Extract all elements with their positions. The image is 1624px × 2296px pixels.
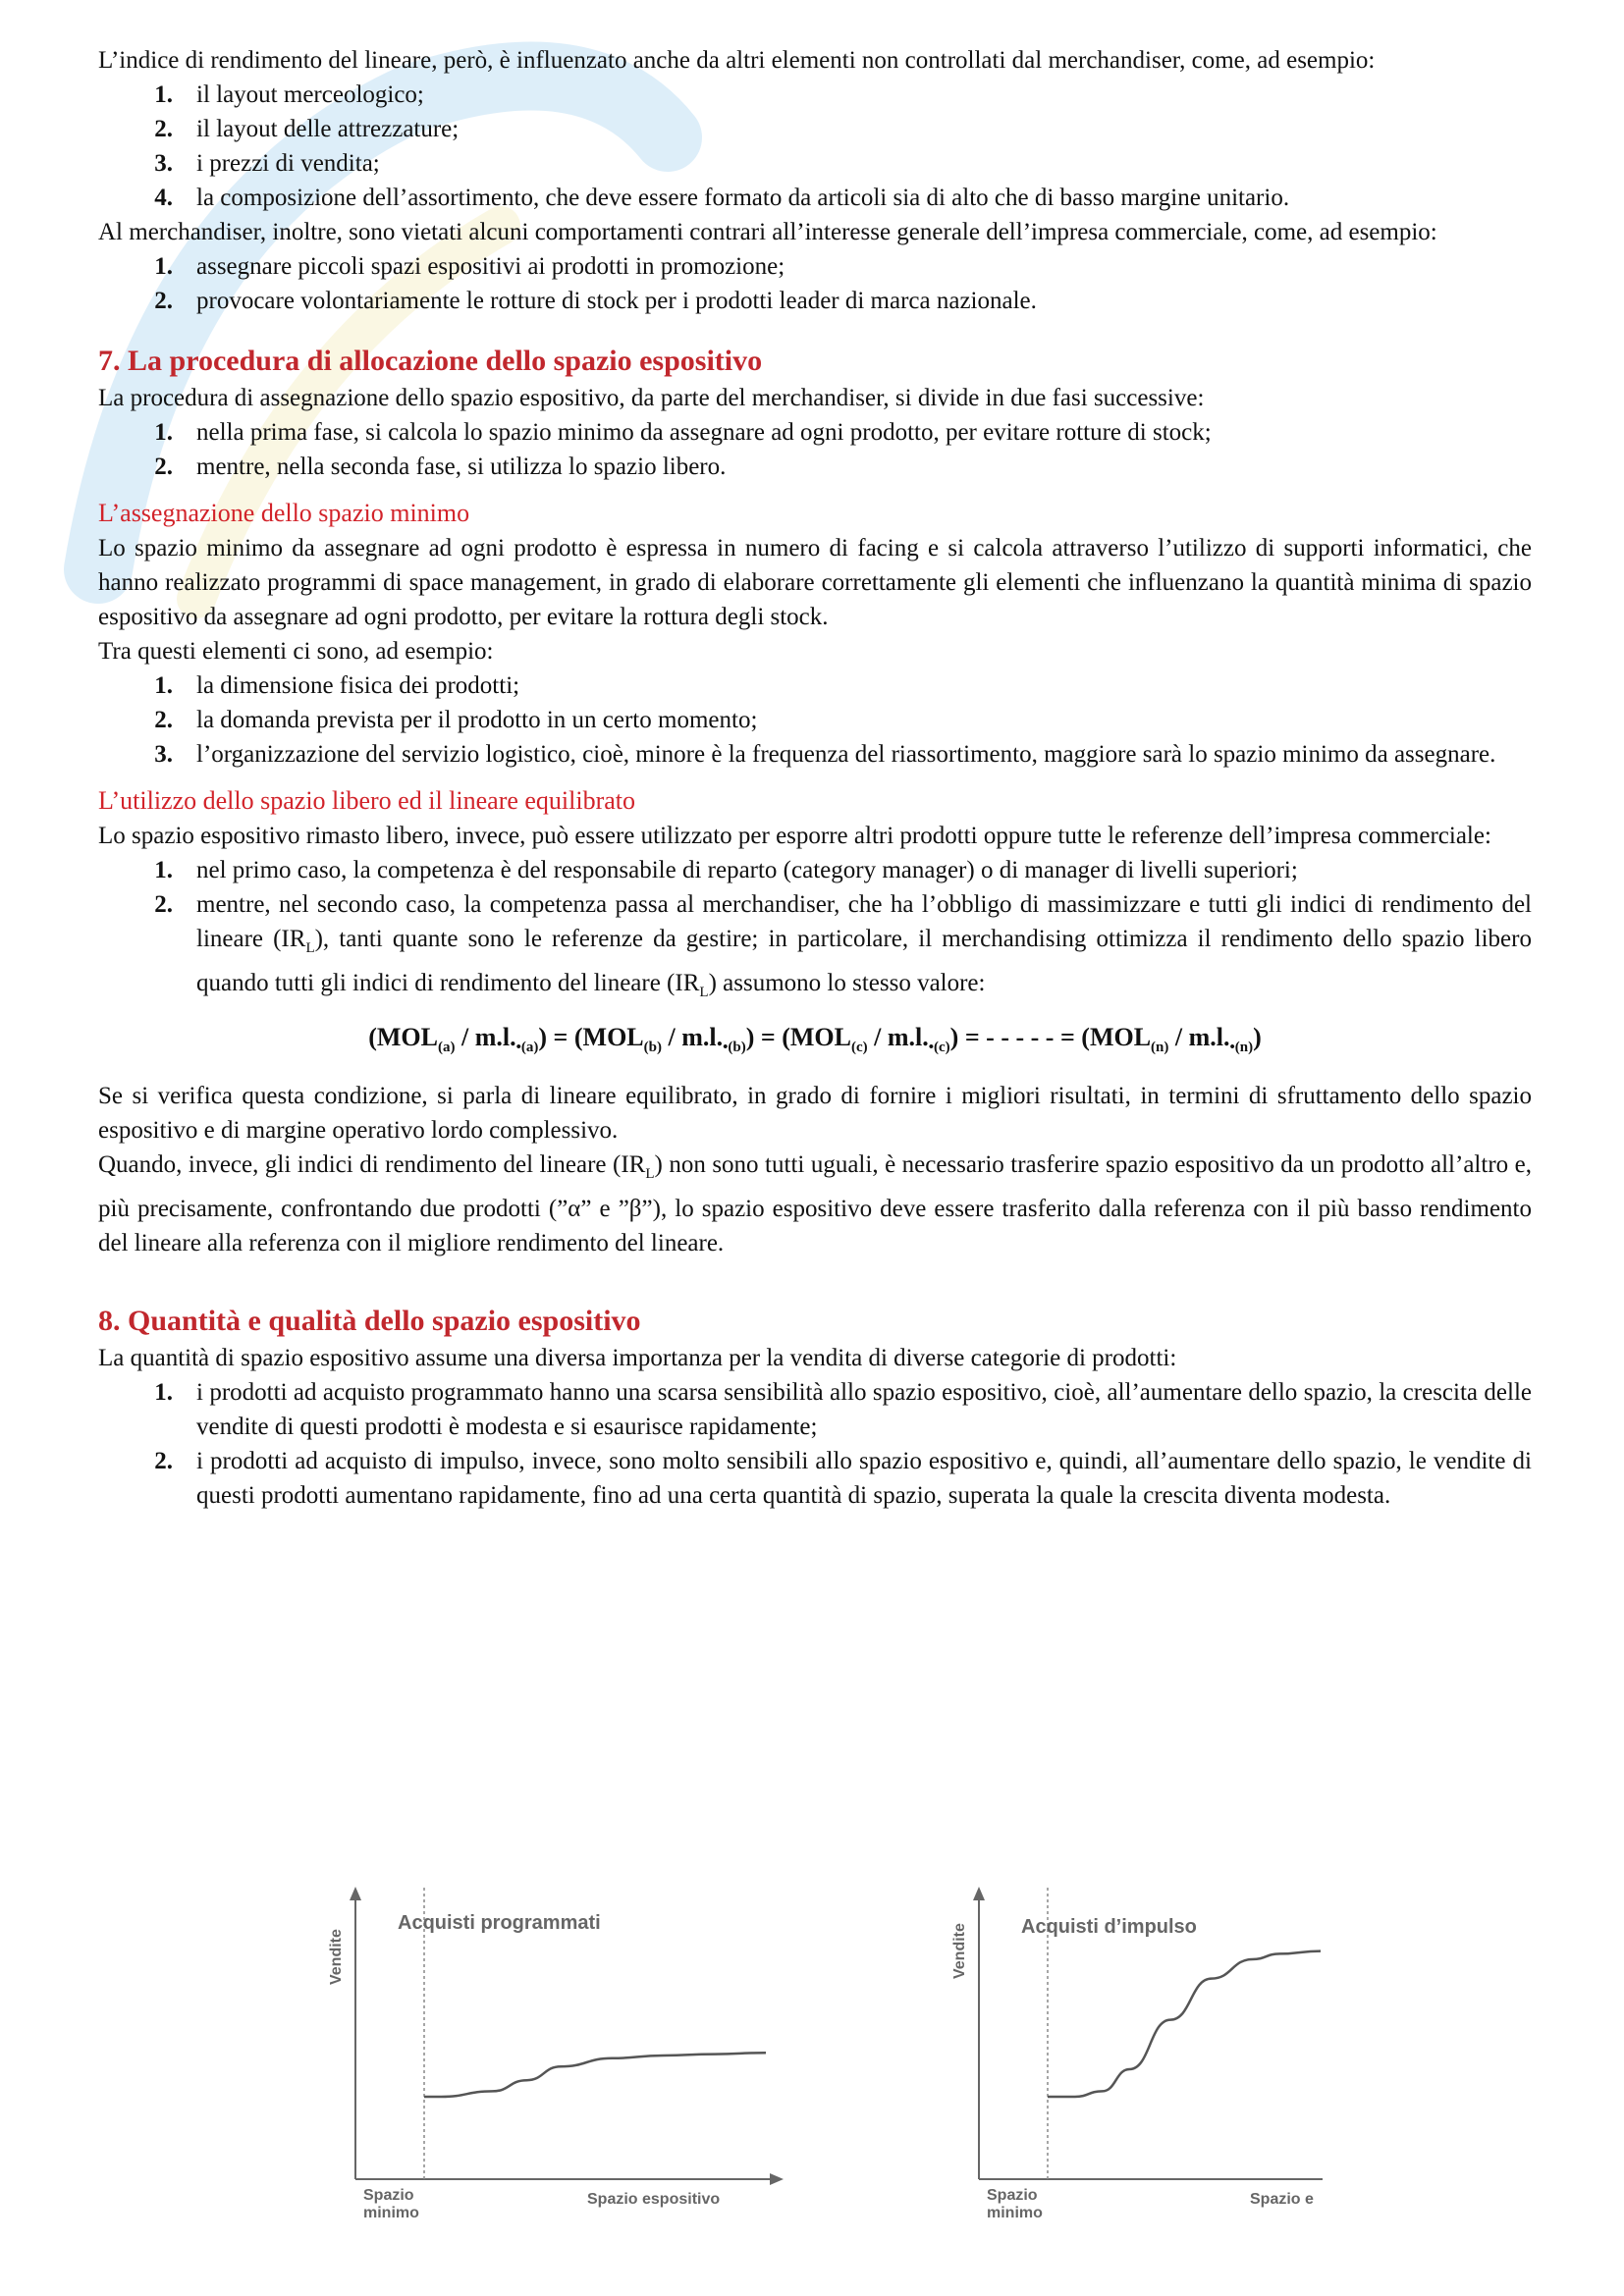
section-7-paragraph: La procedura di assegnazione dello spazio espositivo, da parte del merchandiser, si divide in due fasi successive: [98,385,1205,411]
list-item: 3. i prezzi di vendita; [154,150,380,177]
list-item: 1. la dimensione fisica dei prodotti; [154,672,520,699]
equilibrium-formula: $(MOL_{(a)} / m.l._{•(a)}) = (MOL_{(b)} / m.l._{•(b)}) = (MOL_{(c)} / m.l._{•(c)})$ = - - - - - = $(MOL_{(n)} / m.l._{•(n)})$ [368,1023,1262,1056]
list-item: 1. i prodotti ad acquisto programmato hanno una scarsa sensibilità allo spazio espositivo, cioè, all’aumentare dello spazio, la crescita delle vendite di questi prodotti è modesta e si esaurisce rapidamente; [154,1379,1532,1441]
section-8-heading: 8. Quantità e qualità dello spazio espositivo [98,1305,641,1338]
list-item: 2. provocare volontariamente le rotture di stock per i prodotti leader di marca nazionale. [154,288,1037,314]
x-axis-label: Spazio espositivo [587,2191,721,2208]
spazio-minimo-list [98,668,1532,772]
lineare-equilibrato-paragraph: Se si verifica questa condizione, si parla di lineare equilibrato, in grado di fornire i migliori risultati, in termini di sfruttamento dello spazio espositivo e di margine operativo lordo complessivo. [98,1083,1532,1145]
x-axis-label: Spazio e [1250,2191,1314,2208]
y-axis-label: Vendite [951,1923,968,1979]
intro-list-2 [98,249,1532,318]
spazio-libero-list [98,853,1532,1010]
subsection-spazio-minimo-paragraph-2: Tra questi elementi ci sono, ad esempio: [98,638,494,665]
section-8-paragraph: La quantità di spazio espositivo assume una diversa importanza per la vendita di diverse categorie di prodotti: [98,1345,1177,1372]
intro-paragraph-2: Al merchandiser, inoltre, sono vietati alcuni comportamenti contrari all’interesse generale dell’impresa commerciale, come, ad esempio: [98,219,1437,245]
list-item: 2. mentre, nel secondo caso, la competenza passa al merchandiser, che ha l’obbligo di massimizzare e tutti gli indici di rendimento del lineare $(IR_L)$, tanti quante sono le referenze da gestire; in particolare, il merchandising ottimizza il rendimento dello spazio libero quando tutti gli indici di rendimento del lineare $(IR_L)$ assumono lo stesso valore: [154,891,1532,1000]
document-page [98,43,1532,1513]
subsection-spazio-minimo-heading: L’assegnazione dello spazio minimo [98,499,470,527]
subsection-spazio-libero-paragraph: Lo spazio espositivo rimasto libero, invece, può essere utilizzato per esporre altri prodotti oppure tutte le referenze dell’impresa commerciale: [98,823,1491,849]
chart-acquisti-impulso [951,1885,1330,2221]
list-item: 1. nel primo caso, la competenza è del responsabile di reparto (category manager) o di manager di livelli superiori; [154,857,1298,883]
subsection-spazio-libero-heading: L’utilizzo dello spazio libero ed il lineare equilibrato [98,786,636,815]
series-line [1048,1951,1321,2097]
chart-acquisti-programmati [328,1885,785,2221]
section-8-list [98,1375,1532,1513]
list-item: 1. il layout merceologico; [154,81,424,108]
spazio-minimo-label: Spazio minimo [987,2187,1043,2221]
charts-area [0,1885,1624,2238]
chart-title: Acquisti d’impulso [1021,1916,1197,1938]
chart-svg [334,1885,785,2218]
list-item: 2. il layout delle attrezzature; [154,116,460,142]
section-7-heading: 7. La procedura di allocazione dello spazio espositivo [98,345,763,377]
list-item: 3. l’organizzazione del servizio logistico, cioè, minore è la frequenza del riassortimento, maggiore sarà lo spazio minimo da assegnare. [154,741,1496,768]
intro-list [98,78,1532,215]
section-7-list [98,415,1532,484]
y-axis-arrow [350,1887,361,1900]
series-line [424,2053,766,2097]
list-item: 4. la composizione dell’assortimento, che deve essere formato da articoli sia di alto che di basso margine unitario. [154,185,1290,211]
x-axis-arrow [770,2173,784,2185]
intro-paragraph: L’indice di rendimento del lineare, però, è influenzato anche da altri elementi non controllati dal merchandiser, come, ad esempio: [98,47,1376,74]
list-item: 2. i prodotti ad acquisto di impulso, invece, sono molto sensibili allo spazio espositivo e, quindi, all’aumentare dello spazio, le vendite di questi prodotti aumentano rapidamente, fino ad una certa quantità di spazio, superata la quale la crescita diventa modesta. [154,1448,1532,1510]
spazio-minimo-label: Spazio minimo [363,2187,419,2221]
list-item: 2. la domanda prevista per il prodotto in un certo momento; [154,707,758,733]
transfer-space-paragraph: Quando, invece, gli indici di rendimento del lineare $(IR_L)$ non sono tutti uguali, è necessario trasferire spazio espositivo da un prodotto all’altro e, più precisamente, confrontando due prodotti (”α” e ”β”), lo spazio espositivo deve essere trasferito dalla referenza con il più basso rendimento del lineare alla referenza con il migliore rendimento del lineare. [98,1151,1532,1257]
list-item: 1. assegnare piccoli spazi espositivi ai prodotti in promozione; [154,253,785,280]
y-axis-label: Vendite [328,1929,345,1985]
list-item: 1. nella prima fase, si calcola lo spazio minimo da assegnare ad ogni prodotto, per evitare rotture di stock; [154,419,1212,446]
y-axis-arrow [973,1887,985,1900]
list-item: 2. mentre, nella seconda fase, si utilizza lo spazio libero. [154,454,727,480]
chart-title: Acquisti programmati [398,1912,601,1934]
subsection-spazio-minimo-paragraph: Lo spazio minimo da assegnare ad ogni prodotto è espressa in numero di facing e si calcola attraverso l’utilizzo di supporti informatici, che hanno realizzato programmi di space management, in grado di elaborare correttamente gli elementi che influenzano la quantità minima di spazio espositivo da assegnare ad ogni prodotto, per evitare la rottura degli stock. [98,535,1532,630]
